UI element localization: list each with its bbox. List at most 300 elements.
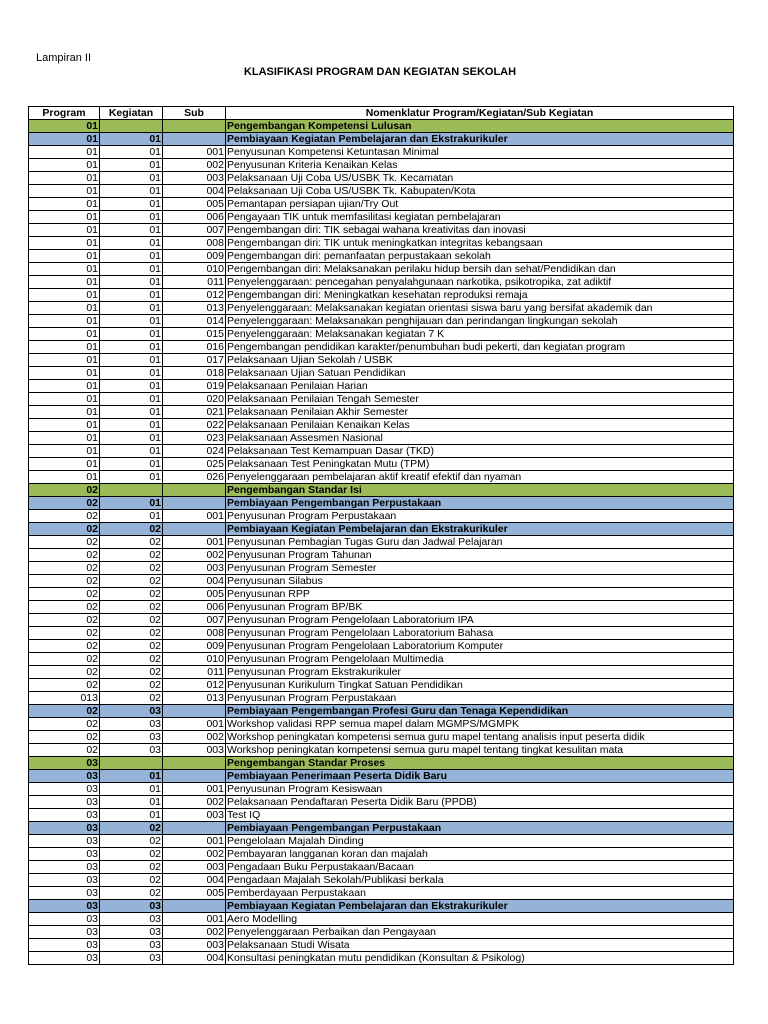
cell-sub [163, 822, 226, 835]
cell-sub: 002 [163, 796, 226, 809]
cell-sub: 001 [163, 783, 226, 796]
cell-kegiatan: 02 [100, 861, 163, 874]
cell-sub [163, 484, 226, 497]
sub-row [29, 510, 734, 523]
cell-nomenklatur: Pengembangan diri: TIK untuk meningkatkan integritas kebangsaan [226, 237, 734, 250]
cell-sub: 011 [163, 276, 226, 289]
cell-kegiatan: 01 [100, 354, 163, 367]
cell-program: 01 [29, 354, 100, 367]
cell-kegiatan: 01 [100, 302, 163, 315]
cell-program: 03 [29, 939, 100, 952]
sub-row [29, 536, 734, 549]
cell-sub: 021 [163, 406, 226, 419]
cell-kegiatan: 01 [100, 497, 163, 510]
cell-program: 03 [29, 887, 100, 900]
cell-kegiatan: 02 [100, 614, 163, 627]
cell-sub: 002 [163, 848, 226, 861]
cell-program: 02 [29, 666, 100, 679]
cell-program: 01 [29, 133, 100, 146]
cell-program: 03 [29, 848, 100, 861]
cell-kegiatan: 02 [100, 523, 163, 536]
cell-sub [163, 133, 226, 146]
cell-sub: 001 [163, 913, 226, 926]
cell-nomenklatur: Pengadaan Buku Perpustakaan/Bacaan [226, 861, 734, 874]
cell-program: 01 [29, 445, 100, 458]
cell-kegiatan: 03 [100, 939, 163, 952]
sub-row [29, 614, 734, 627]
cell-sub: 025 [163, 458, 226, 471]
column-header-nomenklatur: Nomenklatur Program/Kegiatan/Sub Kegiatan [226, 107, 734, 120]
cell-nomenklatur: Penyusunan Pembagian Tugas Guru dan Jadwal Pelajaran [226, 536, 734, 549]
cell-kegiatan: 01 [100, 770, 163, 783]
cell-sub: 001 [163, 536, 226, 549]
cell-program: 02 [29, 549, 100, 562]
sub-row [29, 588, 734, 601]
cell-program: 01 [29, 458, 100, 471]
cell-kegiatan: 01 [100, 471, 163, 484]
cell-nomenklatur: Pelaksanaan Pendaftaran Peserta Didik Baru (PPDB) [226, 796, 734, 809]
cell-nomenklatur: Pelaksanaan Penilaian Tengah Semester [226, 393, 734, 406]
sub-row [29, 302, 734, 315]
cell-nomenklatur: Pengembangan Kompetensi Lulusan [226, 120, 734, 133]
cell-program: 02 [29, 640, 100, 653]
cell-sub [163, 497, 226, 510]
sub-row [29, 939, 734, 952]
sub-row [29, 601, 734, 614]
cell-kegiatan: 01 [100, 809, 163, 822]
sub-row [29, 458, 734, 471]
cell-nomenklatur: Penyusunan Program Ekstrakurikuler [226, 666, 734, 679]
cell-sub: 015 [163, 328, 226, 341]
cell-sub: 007 [163, 614, 226, 627]
cell-nomenklatur: Pelaksanaan Penilaian Harian [226, 380, 734, 393]
cell-kegiatan: 01 [100, 211, 163, 224]
cell-kegiatan: 02 [100, 549, 163, 562]
cell-kegiatan: 01 [100, 263, 163, 276]
cell-nomenklatur: Penyelenggaraan: Melaksanakan kegiatan 7 K [226, 328, 734, 341]
cell-nomenklatur: Penyusunan Program Pengelolaan Laboratorium Komputer [226, 640, 734, 653]
cell-kegiatan: 01 [100, 315, 163, 328]
cell-sub: 019 [163, 380, 226, 393]
cell-program: 01 [29, 302, 100, 315]
cell-nomenklatur: Penyelenggaraan: Melaksanakan kegiatan orientasi siswa baru yang bersifat akademik dan [226, 302, 734, 315]
cell-program: 01 [29, 224, 100, 237]
cell-program: 03 [29, 809, 100, 822]
cell-nomenklatur: Pelaksanaan Test Kemampuan Dasar (TKD) [226, 445, 734, 458]
cell-nomenklatur: Pembayaran langganan koran dan majalah [226, 848, 734, 861]
cell-program: 03 [29, 861, 100, 874]
sub-row [29, 250, 734, 263]
sub-row [29, 744, 734, 757]
sub-row [29, 887, 734, 900]
cell-nomenklatur: Pelaksanaan Penilaian Akhir Semester [226, 406, 734, 419]
cell-nomenklatur: Penyusunan Program Pengelolaan Multimedia [226, 653, 734, 666]
cell-sub: 018 [163, 367, 226, 380]
sub-row [29, 276, 734, 289]
cell-sub: 024 [163, 445, 226, 458]
cell-nomenklatur: Pengembangan diri: TIK sebagai wahana kreativitas dan inovasi [226, 224, 734, 237]
sub-row [29, 640, 734, 653]
cell-sub: 014 [163, 315, 226, 328]
cell-program: 02 [29, 497, 100, 510]
sub-row [29, 159, 734, 172]
cell-program: 02 [29, 575, 100, 588]
sub-row [29, 783, 734, 796]
cell-kegiatan: 02 [100, 640, 163, 653]
cell-kegiatan: 03 [100, 926, 163, 939]
sub-row [29, 224, 734, 237]
cell-kegiatan: 01 [100, 796, 163, 809]
cell-program: 03 [29, 835, 100, 848]
cell-program: 02 [29, 562, 100, 575]
cell-nomenklatur: Pengembangan diri: pemanfaatan perpustakaan sekolah [226, 250, 734, 263]
cell-sub: 003 [163, 861, 226, 874]
cell-program: 02 [29, 718, 100, 731]
sub-row [29, 913, 734, 926]
kegiatan-row [29, 822, 734, 835]
cell-kegiatan: 02 [100, 536, 163, 549]
cell-kegiatan: 03 [100, 900, 163, 913]
cell-kegiatan: 01 [100, 198, 163, 211]
sub-row [29, 237, 734, 250]
cell-nomenklatur: Pengembangan Standar Isi [226, 484, 734, 497]
cell-nomenklatur: Pelaksanaan Test Peningkatan Mutu (TPM) [226, 458, 734, 471]
cell-kegiatan: 01 [100, 406, 163, 419]
cell-nomenklatur: Pengembangan pendidikan karakter/penumbuhan budi pekerti, dan kegiatan program [226, 341, 734, 354]
cell-nomenklatur: Pembiayaan Kegiatan Pembelajaran dan Ekstrakurikuler [226, 523, 734, 536]
cell-nomenklatur: Pelaksanaan Assesmen Nasional [226, 432, 734, 445]
cell-kegiatan [100, 757, 163, 770]
cell-program: 03 [29, 952, 100, 965]
cell-sub: 004 [163, 952, 226, 965]
sub-row [29, 406, 734, 419]
cell-nomenklatur: Pengembangan Standar Proses [226, 757, 734, 770]
sub-row [29, 432, 734, 445]
sub-row [29, 809, 734, 822]
sub-row [29, 146, 734, 159]
cell-kegiatan: 01 [100, 380, 163, 393]
cell-nomenklatur: Penyelenggaraan Perbaikan dan Pengayaan [226, 926, 734, 939]
cell-kegiatan: 03 [100, 952, 163, 965]
cell-program: 01 [29, 237, 100, 250]
cell-nomenklatur: Pembiayaan Pengembangan Perpustakaan [226, 822, 734, 835]
cell-program: 02 [29, 523, 100, 536]
cell-nomenklatur: Penyelenggaraan pembelajaran aktif kreatif efektif dan nyaman [226, 471, 734, 484]
cell-nomenklatur: Pelaksanaan Uji Coba US/USBK Tk. Kecamatan [226, 172, 734, 185]
cell-sub: 011 [163, 666, 226, 679]
cell-kegiatan: 01 [100, 133, 163, 146]
cell-nomenklatur: Pembiayaan Kegiatan Pembelajaran dan Ekstrakurikuler [226, 133, 734, 146]
cell-nomenklatur: Pengayaan TIK untuk memfasilitasi kegiatan pembelajaran [226, 211, 734, 224]
sub-row [29, 328, 734, 341]
cell-sub: 013 [163, 692, 226, 705]
cell-nomenklatur: Penyusunan Program Perpustakaan [226, 510, 734, 523]
cell-kegiatan: 03 [100, 913, 163, 926]
cell-nomenklatur: Penyusunan Kriteria Kenaikan Kelas [226, 159, 734, 172]
cell-program: 01 [29, 185, 100, 198]
cell-sub: 004 [163, 874, 226, 887]
cell-program: 01 [29, 315, 100, 328]
cell-program: 01 [29, 419, 100, 432]
cell-sub: 008 [163, 237, 226, 250]
cell-program: 03 [29, 822, 100, 835]
cell-kegiatan: 02 [100, 627, 163, 640]
sub-row [29, 198, 734, 211]
cell-nomenklatur: Pengembangan diri: Melaksanakan perilaku hidup bersih dan sehat/Pendidikan dan [226, 263, 734, 276]
cell-nomenklatur: Pemantapan persiapan ujian/Try Out [226, 198, 734, 211]
sub-row [29, 692, 734, 705]
cell-nomenklatur: Penyusunan Program Kesiswaan [226, 783, 734, 796]
cell-kegiatan: 01 [100, 419, 163, 432]
cell-sub: 006 [163, 601, 226, 614]
cell-nomenklatur: Penyusunan Kompetensi Ketuntasan Minimal [226, 146, 734, 159]
cell-sub: 002 [163, 926, 226, 939]
sub-row [29, 835, 734, 848]
cell-program: 02 [29, 588, 100, 601]
sub-row [29, 575, 734, 588]
cell-program: 02 [29, 653, 100, 666]
cell-program: 02 [29, 614, 100, 627]
cell-program: 02 [29, 627, 100, 640]
cell-sub [163, 523, 226, 536]
cell-program: 01 [29, 328, 100, 341]
cell-sub: 003 [163, 939, 226, 952]
cell-nomenklatur: Pengelolaan Majalah Dinding [226, 835, 734, 848]
kegiatan-row [29, 900, 734, 913]
cell-kegiatan: 01 [100, 367, 163, 380]
kegiatan-row [29, 133, 734, 146]
cell-sub: 004 [163, 185, 226, 198]
column-header-sub: Sub [163, 107, 226, 120]
cell-nomenklatur: Konsultasi peningkatan mutu pendidikan (Konsultan & Psikolog) [226, 952, 734, 965]
cell-program: 03 [29, 900, 100, 913]
cell-kegiatan: 03 [100, 744, 163, 757]
cell-program: 01 [29, 367, 100, 380]
cell-kegiatan: 01 [100, 276, 163, 289]
cell-nomenklatur: Penyusunan Kurikulum Tingkat Satuan Pendidikan [226, 679, 734, 692]
cell-sub: 010 [163, 263, 226, 276]
cell-program: 01 [29, 211, 100, 224]
cell-kegiatan: 01 [100, 458, 163, 471]
sub-row [29, 666, 734, 679]
cell-kegiatan: 01 [100, 237, 163, 250]
sub-row [29, 679, 734, 692]
cell-nomenklatur: Pelaksanaan Studi Wisata [226, 939, 734, 952]
cell-nomenklatur: Pembiayaan Kegiatan Pembelajaran dan Ekstrakurikuler [226, 900, 734, 913]
cell-kegiatan: 01 [100, 783, 163, 796]
cell-kegiatan: 01 [100, 159, 163, 172]
cell-program: 03 [29, 913, 100, 926]
cell-program: 01 [29, 198, 100, 211]
sub-row [29, 731, 734, 744]
cell-kegiatan: 01 [100, 510, 163, 523]
cell-program: 01 [29, 380, 100, 393]
sub-row [29, 562, 734, 575]
cell-nomenklatur: Pemberdayaan Perpustakaan [226, 887, 734, 900]
sub-row [29, 315, 734, 328]
cell-sub: 026 [163, 471, 226, 484]
cell-nomenklatur: Workshop peningkatan kompetensi semua guru mapel tentang tingkat kesulitan mata [226, 744, 734, 757]
sub-row [29, 185, 734, 198]
cell-program: 013 [29, 692, 100, 705]
cell-kegiatan: 02 [100, 562, 163, 575]
cell-kegiatan: 02 [100, 601, 163, 614]
cell-sub: 013 [163, 302, 226, 315]
cell-program: 02 [29, 510, 100, 523]
cell-kegiatan: 01 [100, 445, 163, 458]
cell-kegiatan: 02 [100, 874, 163, 887]
cell-sub: 005 [163, 198, 226, 211]
cell-nomenklatur: Penyusunan Program Tahunan [226, 549, 734, 562]
cell-nomenklatur: Penyusunan Program Pengelolaan Laboratorium Bahasa [226, 627, 734, 640]
cell-program: 03 [29, 783, 100, 796]
cell-sub: 007 [163, 224, 226, 237]
cell-kegiatan: 02 [100, 848, 163, 861]
cell-sub: 017 [163, 354, 226, 367]
cell-program: 01 [29, 159, 100, 172]
cell-kegiatan: 01 [100, 250, 163, 263]
cell-nomenklatur: Pelaksanaan Ujian Sekolah / USBK [226, 354, 734, 367]
cell-nomenklatur: Pembiayaan Pengembangan Perpustakaan [226, 497, 734, 510]
sub-row [29, 861, 734, 874]
cell-sub: 012 [163, 679, 226, 692]
cell-kegiatan: 01 [100, 146, 163, 159]
sub-row [29, 289, 734, 302]
cell-program: 01 [29, 263, 100, 276]
cell-program: 03 [29, 770, 100, 783]
cell-program: 03 [29, 757, 100, 770]
sub-row [29, 952, 734, 965]
cell-program: 02 [29, 731, 100, 744]
cell-sub: 003 [163, 172, 226, 185]
cell-kegiatan: 02 [100, 679, 163, 692]
kegiatan-row [29, 523, 734, 536]
column-header-kegiatan: Kegiatan [100, 107, 163, 120]
sub-row [29, 627, 734, 640]
cell-kegiatan: 01 [100, 432, 163, 445]
cell-sub: 003 [163, 809, 226, 822]
cell-kegiatan [100, 484, 163, 497]
cell-kegiatan: 02 [100, 822, 163, 835]
cell-nomenklatur: Workshop peningkatan kompetensi semua guru mapel tentang analisis input peserta didik [226, 731, 734, 744]
cell-nomenklatur: Pelaksanaan Penilaian Kenaikan Kelas [226, 419, 734, 432]
kegiatan-row [29, 770, 734, 783]
sub-row [29, 549, 734, 562]
cell-sub: 012 [163, 289, 226, 302]
cell-nomenklatur: Penyusunan Program Perpustakaan [226, 692, 734, 705]
cell-sub: 023 [163, 432, 226, 445]
cell-sub: 002 [163, 159, 226, 172]
cell-kegiatan: 01 [100, 224, 163, 237]
cell-nomenklatur: Pembiayaan Pengembangan Profesi Guru dan Tenaga Kependidikan [226, 705, 734, 718]
cell-nomenklatur: Penyusunan Program BP/BK [226, 601, 734, 614]
sub-row [29, 471, 734, 484]
sub-row [29, 419, 734, 432]
cell-sub: 016 [163, 341, 226, 354]
cell-kegiatan: 01 [100, 172, 163, 185]
cell-nomenklatur: Aero Modelling [226, 913, 734, 926]
cell-sub: 009 [163, 640, 226, 653]
kegiatan-row [29, 497, 734, 510]
cell-sub [163, 705, 226, 718]
cell-sub: 005 [163, 887, 226, 900]
cell-nomenklatur: Penyusunan RPP [226, 588, 734, 601]
cell-sub: 008 [163, 627, 226, 640]
cell-nomenklatur: Penyusunan Program Semester [226, 562, 734, 575]
sub-row [29, 263, 734, 276]
cell-kegiatan: 02 [100, 653, 163, 666]
cell-sub: 001 [163, 146, 226, 159]
cell-kegiatan: 02 [100, 575, 163, 588]
cell-sub: 003 [163, 562, 226, 575]
cell-program: 03 [29, 926, 100, 939]
cell-program: 03 [29, 874, 100, 887]
sub-row [29, 874, 734, 887]
cell-sub [163, 120, 226, 133]
cell-kegiatan: 02 [100, 666, 163, 679]
cell-kegiatan: 01 [100, 393, 163, 406]
cell-program: 01 [29, 146, 100, 159]
cell-sub: 001 [163, 835, 226, 848]
sub-row [29, 653, 734, 666]
program-row [29, 120, 734, 133]
cell-sub: 003 [163, 744, 226, 757]
cell-program: 01 [29, 393, 100, 406]
cell-kegiatan: 03 [100, 731, 163, 744]
cell-nomenklatur: Penyusunan Silabus [226, 575, 734, 588]
sub-row [29, 393, 734, 406]
table-body [29, 120, 734, 965]
cell-kegiatan: 03 [100, 705, 163, 718]
cell-program: 02 [29, 744, 100, 757]
cell-program: 02 [29, 536, 100, 549]
cell-sub: 020 [163, 393, 226, 406]
cell-sub: 001 [163, 718, 226, 731]
cell-sub [163, 757, 226, 770]
cell-sub: 005 [163, 588, 226, 601]
cell-kegiatan: 02 [100, 588, 163, 601]
sub-row [29, 926, 734, 939]
classification-table [28, 106, 734, 965]
cell-sub [163, 900, 226, 913]
cell-program: 02 [29, 705, 100, 718]
sub-row [29, 380, 734, 393]
cell-sub: 004 [163, 575, 226, 588]
cell-sub: 009 [163, 250, 226, 263]
sub-row [29, 848, 734, 861]
cell-kegiatan: 01 [100, 341, 163, 354]
program-row [29, 757, 734, 770]
cell-sub: 002 [163, 731, 226, 744]
table-header-row [29, 107, 734, 120]
cell-kegiatan: 02 [100, 835, 163, 848]
cell-nomenklatur: Pengadaan Majalah Sekolah/Publikasi berkala [226, 874, 734, 887]
cell-nomenklatur: Workshop validasi RPP semua mapel dalam MGMPS/MGMPK [226, 718, 734, 731]
cell-program: 02 [29, 484, 100, 497]
sub-row [29, 341, 734, 354]
sub-row [29, 718, 734, 731]
sub-row [29, 367, 734, 380]
document-title: KLASIFIKASI PROGRAM DAN KEGIATAN SEKOLAH [243, 66, 517, 78]
program-row [29, 484, 734, 497]
cell-program: 01 [29, 432, 100, 445]
cell-nomenklatur: Penyusunan Program Pengelolaan Laboratorium IPA [226, 614, 734, 627]
cell-program: 02 [29, 679, 100, 692]
sub-row [29, 172, 734, 185]
sub-row [29, 211, 734, 224]
cell-program: 01 [29, 120, 100, 133]
kegiatan-row [29, 705, 734, 718]
